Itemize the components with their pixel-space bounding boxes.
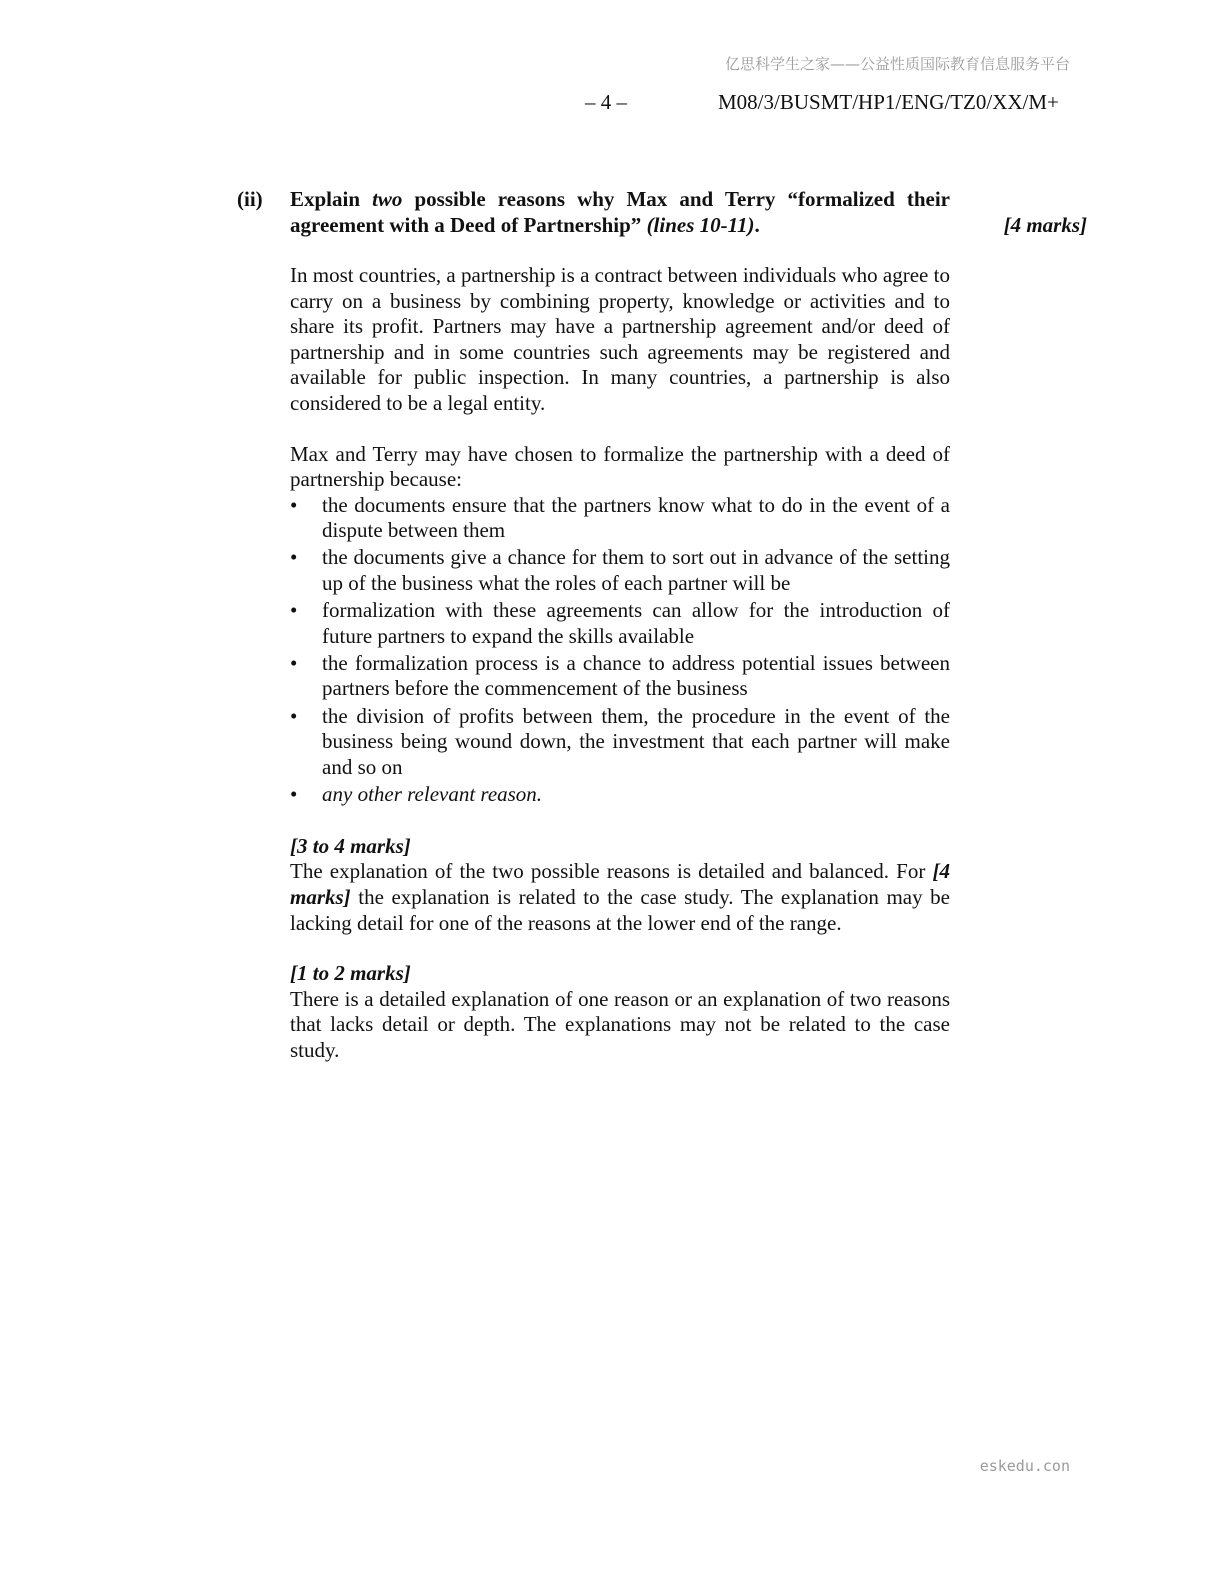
list-item: • any other relevant reason. — [290, 781, 543, 806]
list-item: • the documents give a chance for them to sort out in advance of the setting up of the business what the roles of each partner will be — [290, 545, 950, 596]
question-number: (ii) — [237, 187, 263, 211]
question-text: Explain two possible reasons why Max and Terry “formalized their agreement with a Deed of Partnership” (lines 10-11). — [290, 187, 950, 237]
bullet-icon: • — [290, 492, 298, 517]
list-item: • formalization with these agreements can allow for the introduction of future partners to expand the skills available — [290, 598, 950, 648]
reasons-list — [290, 493, 950, 808]
list-item: • the documents ensure that the partners know what to do in the event of a dispute between them — [290, 492, 950, 543]
markband-title-3-4: [3 to 4 marks] — [290, 833, 411, 858]
bullet-icon: • — [290, 781, 298, 806]
bullet-icon: • — [290, 545, 298, 570]
bullet-icon: • — [290, 650, 298, 675]
markband-title-1-2: [1 to 2 marks] — [290, 961, 411, 986]
question-emphasis: two — [372, 187, 403, 211]
inline-marks: [4 marks] — [290, 859, 950, 910]
list-item: • the formalization process is a chance to address potential issues between partners before the commencement of the business — [290, 650, 950, 701]
markband-text-3-4: The explanation of the two possible reasons is detailed and balanced. For [4 marks] the explanation is related to the case study. The explanation may be lacking detail for one of the reasons at the lower end of the range. — [290, 859, 950, 935]
watermark-footer: eskedu.con — [979, 1457, 1070, 1475]
answer-paragraph-1: In most countries, a partnership is a contract between individuals who agree to carry on a business by combining property, knowledge or activities and to share its profit. Partners may have a partnership agreement and/or deed of partnership and in some countries such agreements may be registered and available for public inspection. In many countries, a partnership is also considered to be a legal entity. — [290, 263, 950, 415]
watermark-header: 亿思科学生之家——公益性质国际教育信息服务平台 — [724, 55, 1070, 73]
answer-content — [290, 263, 950, 1064]
lines-reference: (lines 10-11) — [646, 213, 755, 237]
answer-paragraph-2: Max and Terry may have chosen to formalize the partnership with a deed of partnership because: — [290, 441, 950, 492]
list-item: • the division of profits between them, the procedure in the event of the business being wound down, the investment that each partner will make and so on — [290, 703, 950, 779]
document-code: M08/3/BUSMT/HP1/ENG/TZ0/XX/M+ — [718, 90, 1059, 114]
page-number: – 4 – — [585, 90, 627, 114]
bullet-icon: • — [290, 703, 298, 728]
bullet-icon: • — [290, 598, 298, 623]
markband-text-1-2: There is a detailed explanation of one reason or an explanation of two reasons that lacks detail or depth. The explanations may not be related to the case study. — [290, 986, 950, 1063]
question-marks: [4 marks] — [1003, 213, 1087, 237]
